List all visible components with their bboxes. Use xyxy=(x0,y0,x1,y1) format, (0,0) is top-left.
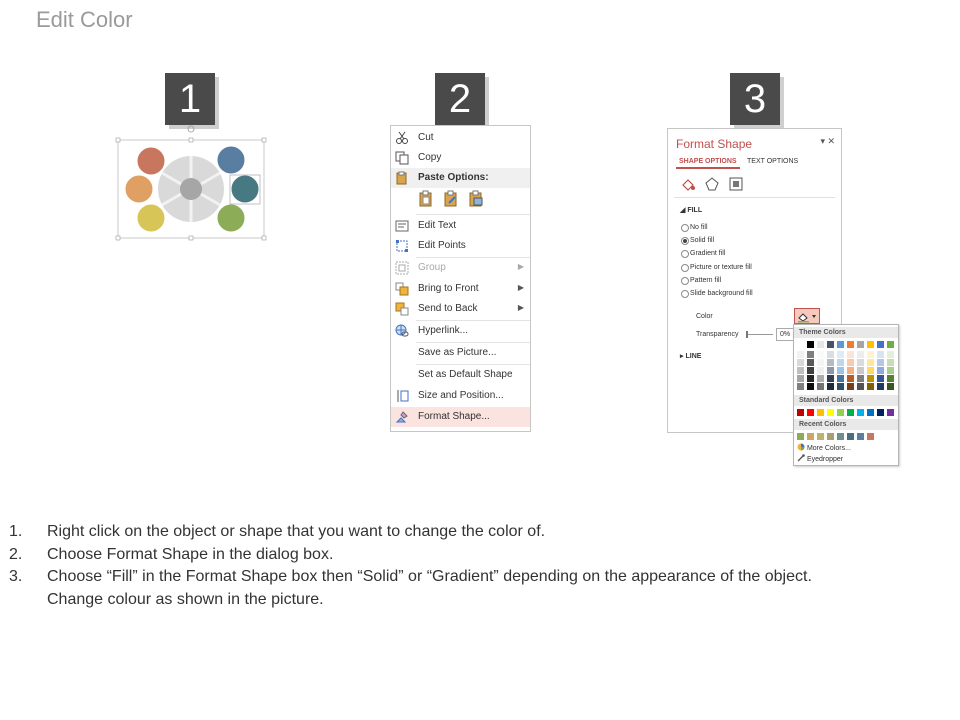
theme-color-swatch[interactable] xyxy=(867,341,874,348)
theme-shade-swatch[interactable] xyxy=(887,359,894,366)
menu-item-label: Group xyxy=(418,262,446,273)
fill-section-label: FILL xyxy=(687,207,703,214)
theme-color-swatch[interactable] xyxy=(877,341,884,348)
page-title: Edit Color xyxy=(36,7,133,32)
instruction-text: Right click on the object or shape that you want to change the color of. xyxy=(47,523,546,540)
eyedropper-icon xyxy=(797,457,807,464)
theme-shade-swatch[interactable] xyxy=(807,375,814,382)
menu-item-bring-to-front[interactable] xyxy=(391,279,530,299)
fill-option-label: Solid fill xyxy=(690,237,715,244)
menu-item-label: Send to Back xyxy=(418,303,478,314)
paint-bucket-icon xyxy=(795,309,819,323)
paste-buttons-row xyxy=(391,188,530,212)
theme-shade-swatch[interactable] xyxy=(887,367,894,374)
active-tab-underline xyxy=(676,167,740,169)
circle-blue xyxy=(217,146,245,174)
context-menu xyxy=(390,125,531,432)
theme-shade-swatch[interactable] xyxy=(817,351,824,358)
bring-to-front-icon xyxy=(395,282,409,296)
theme-shade-swatch[interactable] xyxy=(857,359,864,366)
menu-item-label: Set as Default Shape xyxy=(418,369,513,380)
theme-shade-swatch[interactable] xyxy=(877,351,884,358)
theme-shade-swatch[interactable] xyxy=(837,351,844,358)
theme-shade-swatch[interactable] xyxy=(867,383,874,390)
theme-color-swatch[interactable] xyxy=(887,341,894,348)
color-label: Color xyxy=(696,313,713,320)
theme-shade-swatch[interactable] xyxy=(827,359,834,366)
fill-option-label: Gradient fill xyxy=(690,250,726,257)
theme-shade-swatch[interactable] xyxy=(837,375,844,382)
theme-shade-swatch[interactable] xyxy=(837,383,844,390)
circle-teal xyxy=(231,175,259,203)
recent-color-swatch[interactable] xyxy=(837,433,844,440)
theme-color-swatch[interactable] xyxy=(807,341,814,348)
theme-shade-swatch[interactable] xyxy=(877,375,884,382)
menu-item-group[interactable] xyxy=(391,258,530,278)
line-section-label: LINE xyxy=(685,353,702,360)
theme-shade-swatch[interactable] xyxy=(887,375,894,382)
pane-title: Format Shape xyxy=(676,137,753,151)
hub-center xyxy=(180,178,202,200)
menu-item-label: Edit Text xyxy=(418,220,457,231)
theme-shade-swatch[interactable] xyxy=(867,367,874,374)
paste-destination-theme-icon[interactable] xyxy=(442,190,460,208)
menu-item-label: Bring to Front xyxy=(418,283,479,294)
standard-colors-header: Standard Colors xyxy=(794,395,898,406)
step-1-badge: 1 xyxy=(165,73,215,125)
theme-shade-swatch[interactable] xyxy=(847,351,854,358)
instruction-text: Choose “Fill” in the Format Shape box then “Solid” or “Gradient” depending on the appearance of the object. xyxy=(47,568,812,585)
paste-picture-icon[interactable] xyxy=(467,190,485,208)
fill-section-header[interactable]: ◢ FILL xyxy=(680,207,703,214)
theme-shade-swatch[interactable] xyxy=(857,375,864,382)
theme-shade-swatch[interactable] xyxy=(807,383,814,390)
menu-item-size-position[interactable] xyxy=(391,386,530,406)
tab-text-options[interactable]: TEXT OPTIONS xyxy=(747,158,799,165)
eyedropper-label: Eyedropper xyxy=(806,456,844,463)
clipboard-icon xyxy=(395,171,409,185)
transparency-slider-thumb[interactable] xyxy=(746,331,748,338)
recent-color-swatch[interactable] xyxy=(867,433,874,440)
instruction-text: Choose Format Shape in the dialog box. xyxy=(47,545,334,563)
size-position-icon xyxy=(395,389,409,403)
standard-color-swatch[interactable] xyxy=(867,409,874,416)
recent-color-swatch[interactable] xyxy=(797,433,804,440)
recent-color-swatch[interactable] xyxy=(817,433,824,440)
instruction-item xyxy=(9,589,949,612)
fill-option-label: No fill xyxy=(690,224,708,231)
standard-color-swatch[interactable] xyxy=(827,409,834,416)
radio-icon xyxy=(681,264,689,272)
fill-option-gradient-fill[interactable] xyxy=(690,250,725,257)
menu-item-cut[interactable] xyxy=(391,128,530,148)
fill-option-no-fill[interactable] xyxy=(690,224,708,231)
line-section-header[interactable]: ▸ LINE xyxy=(680,353,702,360)
instruction-number: 2. xyxy=(9,545,23,563)
theme-shade-swatch[interactable] xyxy=(817,367,824,374)
theme-shade-swatch[interactable] xyxy=(877,359,884,366)
radio-icon xyxy=(681,250,689,258)
circle-green xyxy=(217,204,245,232)
radio-icon xyxy=(681,277,689,285)
standard-color-swatch[interactable] xyxy=(847,409,854,416)
menu-item-label: Copy xyxy=(418,152,442,163)
theme-shade-swatch[interactable] xyxy=(797,351,804,358)
theme-shade-swatch[interactable] xyxy=(797,367,804,374)
rotate-handle xyxy=(188,126,194,132)
instruction-item xyxy=(9,544,949,567)
radio-icon xyxy=(681,290,689,298)
color-dropdown-button[interactable] xyxy=(794,308,820,324)
instruction-item xyxy=(9,566,949,589)
menu-item-format-shape[interactable] xyxy=(391,407,530,427)
theme-color-swatch[interactable] xyxy=(797,341,804,348)
theme-shade-swatch[interactable] xyxy=(877,367,884,374)
transparency-label: Transparency xyxy=(696,331,739,338)
standard-color-swatch[interactable] xyxy=(877,409,884,416)
radio-selected-icon xyxy=(681,237,689,245)
theme-shade-swatch[interactable] xyxy=(867,375,874,382)
step-2-badge: 2 xyxy=(435,73,485,125)
instruction-item xyxy=(9,521,949,544)
send-to-back-icon xyxy=(395,302,409,316)
theme-shade-swatch[interactable] xyxy=(847,367,854,374)
submenu-arrow-icon: ▶ xyxy=(517,262,524,271)
submenu-arrow-icon: ▶ xyxy=(517,303,524,312)
menu-item-edit-text[interactable] xyxy=(391,216,530,236)
theme-shade-swatch[interactable] xyxy=(847,359,854,366)
theme-shade-swatch[interactable] xyxy=(837,367,844,374)
theme-shade-swatch[interactable] xyxy=(807,359,814,366)
theme-colors-header: Theme Colors xyxy=(794,327,898,338)
step-3-badge: 3 xyxy=(730,73,780,125)
standard-color-swatch[interactable] xyxy=(797,409,804,416)
theme-color-swatch[interactable] xyxy=(857,341,864,348)
paste-keep-formatting-icon[interactable] xyxy=(417,190,435,208)
fill-option-picture-fill[interactable] xyxy=(690,264,752,271)
theme-color-swatch[interactable] xyxy=(827,341,834,348)
theme-shade-swatch[interactable] xyxy=(847,375,854,382)
theme-shade-swatch[interactable] xyxy=(847,383,854,390)
menu-item-edit-points[interactable] xyxy=(391,236,530,256)
theme-color-swatch[interactable] xyxy=(817,341,824,348)
theme-shade-swatch[interactable] xyxy=(837,359,844,366)
theme-shade-swatch[interactable] xyxy=(867,359,874,366)
circle-diagram-graphic xyxy=(110,120,280,245)
edit-points-icon xyxy=(395,239,409,253)
circle-orange xyxy=(125,175,153,203)
menu-item-set-default-shape[interactable] xyxy=(391,365,530,385)
standard-color-swatch[interactable] xyxy=(817,409,824,416)
theme-shade-swatch[interactable] xyxy=(807,367,814,374)
copy-icon xyxy=(395,151,409,165)
transparency-slider[interactable] xyxy=(747,334,773,335)
theme-shade-swatch[interactable] xyxy=(797,359,804,366)
recent-color-swatch[interactable] xyxy=(807,433,814,440)
menu-item-label: Size and Position... xyxy=(418,390,504,401)
menu-item-label: Paste Options: xyxy=(418,172,489,183)
theme-color-swatch[interactable] xyxy=(847,341,854,348)
transparency-input[interactable]: 0% xyxy=(776,328,794,341)
standard-color-swatch[interactable] xyxy=(857,409,864,416)
globe-link-icon xyxy=(395,324,409,338)
theme-shade-swatch[interactable] xyxy=(857,351,864,358)
theme-shade-swatch[interactable] xyxy=(867,351,874,358)
menu-item-label: Format Shape... xyxy=(418,411,490,422)
menu-item-label: Hyperlink... xyxy=(418,325,469,336)
standard-color-swatch[interactable] xyxy=(887,409,894,416)
instruction-number: 1. xyxy=(9,523,23,540)
more-colors-item[interactable] xyxy=(797,443,851,453)
theme-shade-swatch[interactable] xyxy=(807,351,814,358)
fill-option-slide-background-fill[interactable] xyxy=(690,290,753,297)
theme-shade-swatch[interactable] xyxy=(877,383,884,390)
color-wheel-icon xyxy=(797,446,807,453)
instruction-number: 3. xyxy=(9,568,23,585)
theme-shade-swatch[interactable] xyxy=(827,367,834,374)
theme-shade-swatch[interactable] xyxy=(797,383,804,390)
recent-colors-header: Recent Colors xyxy=(794,419,898,430)
fill-line-icon[interactable] xyxy=(681,177,695,193)
standard-color-swatch[interactable] xyxy=(837,409,844,416)
color-picker-dropdown xyxy=(793,324,899,466)
menu-item-label: Edit Points xyxy=(418,240,466,251)
theme-shade-swatch[interactable] xyxy=(857,383,864,390)
circle-red xyxy=(137,147,165,175)
theme-color-swatch[interactable] xyxy=(837,341,844,348)
menu-paste-options-header xyxy=(391,168,530,188)
more-colors-label: More Colors... xyxy=(806,445,851,452)
instructions-list xyxy=(9,521,949,611)
fill-option-solid-fill[interactable] xyxy=(690,237,714,244)
close-icon[interactable]: ▾ ✕ xyxy=(820,136,835,146)
fill-option-label: Pattern fill xyxy=(690,277,722,284)
fill-option-label: Picture or texture fill xyxy=(690,264,752,271)
theme-shade-swatch[interactable] xyxy=(857,367,864,374)
standard-color-swatch[interactable] xyxy=(807,409,814,416)
scissors-icon xyxy=(395,131,409,145)
theme-shade-swatch[interactable] xyxy=(817,383,824,390)
circle-diagram[interactable] xyxy=(110,120,280,245)
tab-shape-options[interactable]: SHAPE OPTIONS xyxy=(679,158,737,165)
menu-item-label: Save as Picture... xyxy=(418,347,497,358)
eyedropper-item[interactable] xyxy=(797,454,843,464)
effects-icon[interactable] xyxy=(705,177,719,193)
theme-shade-swatch[interactable] xyxy=(827,351,834,358)
menu-item-copy[interactable] xyxy=(391,148,530,168)
recent-color-swatch[interactable] xyxy=(847,433,854,440)
recent-color-swatch[interactable] xyxy=(857,433,864,440)
fill-option-pattern-fill[interactable] xyxy=(690,277,721,284)
circle-yellow xyxy=(137,204,165,232)
recent-color-swatch[interactable] xyxy=(827,433,834,440)
theme-shade-swatch[interactable] xyxy=(887,351,894,358)
menu-item-label: Cut xyxy=(418,132,434,143)
theme-shade-swatch[interactable] xyxy=(887,383,894,390)
menu-item-send-to-back[interactable] xyxy=(391,299,530,319)
instruction-text: Change colour as shown in the picture. xyxy=(47,590,324,608)
theme-shade-swatch[interactable] xyxy=(827,383,834,390)
theme-shade-swatch[interactable] xyxy=(817,375,824,382)
theme-shade-swatch[interactable] xyxy=(797,375,804,382)
size-properties-icon[interactable] xyxy=(729,177,743,193)
format-shape-icon xyxy=(395,410,409,424)
submenu-arrow-icon: ▶ xyxy=(517,283,524,292)
theme-shade-swatch[interactable] xyxy=(827,375,834,382)
menu-item-save-as-picture[interactable] xyxy=(391,343,530,363)
fill-option-label: Slide background fill xyxy=(690,290,753,297)
theme-shade-swatch[interactable] xyxy=(817,359,824,366)
group-icon xyxy=(395,261,409,275)
edit-text-icon xyxy=(395,219,409,233)
menu-item-hyperlink[interactable] xyxy=(391,321,530,341)
radio-icon xyxy=(681,224,689,232)
